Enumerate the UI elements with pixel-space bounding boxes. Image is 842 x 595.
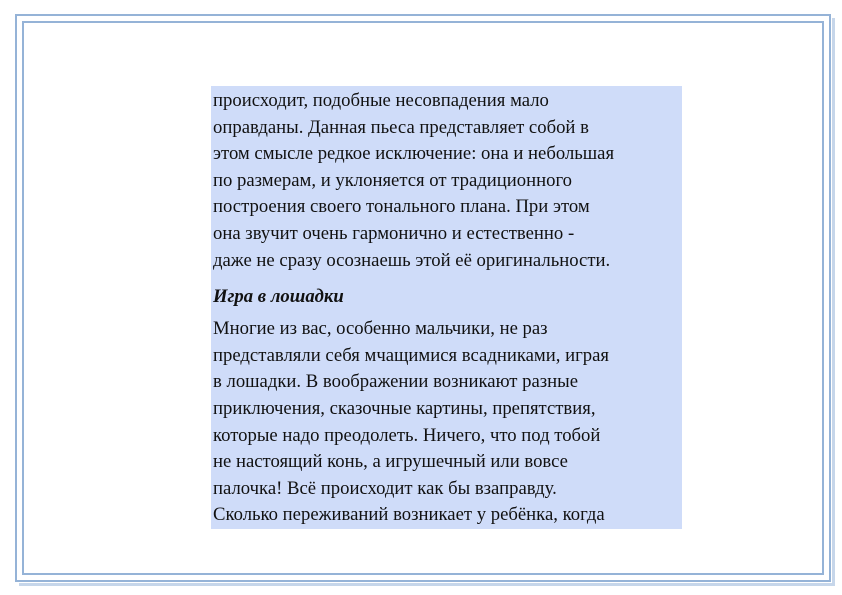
paragraph-intro: происходит, подобные несовпадения мало оправданы. Данная пьеса представляет собой в этом смысле редкое исключение: она и небольшая по размерам, и уклоняется от традиционного построения своего тонального плана. При этом она звучит очень гармонично и естественно - даже не сразу осознаешь этой её оригинальности. bbox=[213, 90, 615, 271]
section-heading: Игра в лошадки bbox=[213, 286, 344, 308]
text-block bbox=[211, 86, 682, 529]
paragraph-main: Многие из вас, особенно мальчики, не раз представляли себя мчащимися всадниками, играя в лошадки. В воображении возникают разные приключения, сказочные картины, препятствия, которые надо преодолеть. Ничего, что под тобой не настоящий конь, а игрушечный или вовсе палочка! Всё происходит как бы взаправду. Сколько переживаний возникает у ребёнка, когда bbox=[213, 318, 610, 526]
